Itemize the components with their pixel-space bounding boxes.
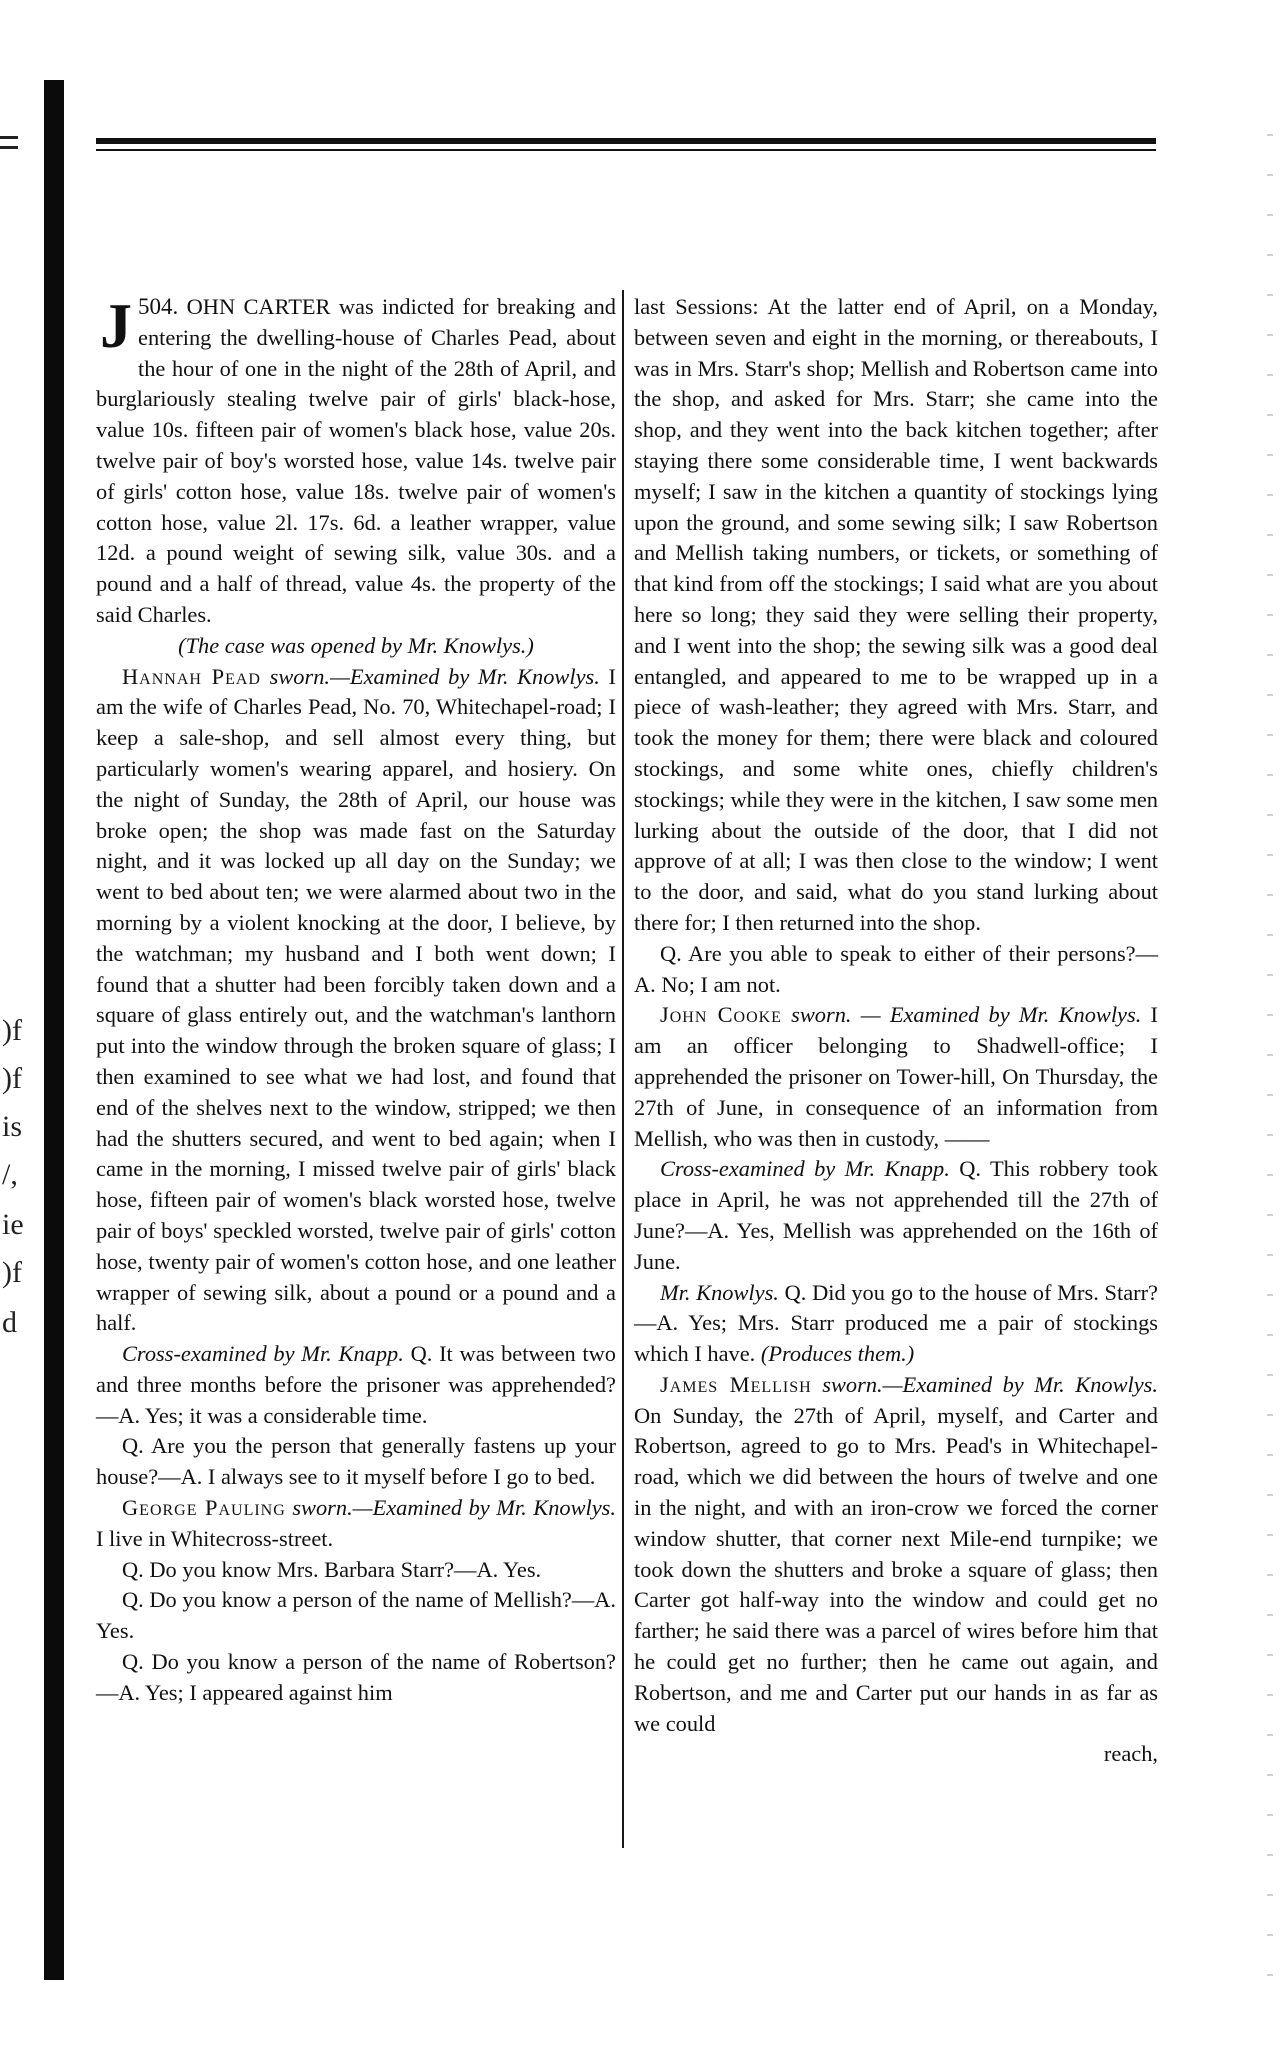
witness-name: James Mellish: [660, 1371, 812, 1397]
examiner-label: Mr. Knowlys.: [660, 1279, 779, 1305]
header-rule-thick: [96, 138, 1156, 144]
question-paragraph: Q. Are you able to speak to either of their persons?—A. No; I am not.: [634, 940, 1158, 997]
witness-name: John Cooke: [660, 1002, 782, 1028]
margin-fragment: )f: [2, 1062, 22, 1095]
cross-label: Cross-examined by Mr. Knapp.: [660, 1156, 950, 1182]
witness-name: George Pauling: [122, 1495, 286, 1521]
margin-fragment: is: [2, 1110, 23, 1143]
testimony-text: I am an officer belonging to Shadwell-office; I apprehended the prisoner on Tower-hill, On Thursday, the 27th of June, in consequence of an information from Mellish, who was then in custody, ——: [634, 1002, 1158, 1151]
header-rule-thin: [96, 149, 1156, 151]
witness-pead-paragraph: [96, 662, 616, 1340]
witness-pauling-paragraph: [96, 1493, 616, 1555]
binding-edge: [44, 80, 64, 1980]
cross-label: Cross-examined by Mr. Knapp.: [122, 1341, 404, 1367]
sworn-note: sworn.—Examined by Mr. Knowlys.: [269, 663, 600, 689]
question-paragraph: Q. Do you know a person of the name of Mellish?—A. Yes.: [96, 1587, 616, 1644]
produces-note: (Produces them.): [760, 1341, 915, 1367]
edge-mark: [0, 146, 18, 149]
right-column: [634, 292, 1158, 1770]
margin-fragment: /,: [2, 1158, 18, 1191]
testimony-text: I live in Whitecross-street.: [96, 1525, 334, 1551]
case-number: 504.: [138, 294, 179, 319]
margin-fragment: )f: [2, 1256, 22, 1289]
sworn-note: sworn.—Examined by Mr. Knowlys.: [292, 1495, 616, 1521]
testimony-text: I am the wife of Charles Pead, No. 70, Whitechapel-road; I keep a sale-shop, and sell almost every thing, but particularly women's wearing apparel, and hosiery. On the night of Sunday, the 28th of April, our house was broke open; the shop was made fast on the Saturday night, and it was locked up all day on the Sunday; we went to bed about ten; we were alarmed about two in the morning by a violent knocking at the door, I believe, by the watchman; my husband and I both went down; I found that a shutter had been forcibly taken down and a square of glass entirely out, and the watchman's lanthorn put into the window through the broken square of glass; I then examined to see what we had lost, and found that end of the shelves next to the window, stripped; we then had the shutters secured, and went to bed again; when I came in the morning, I missed twelve pair of girls' black hose, fifteen pair of women's black worsted hose, twelve pair of boys' speckled worsted, twelve pair of girls' cotton hose, twenty pair of women's cotton hose, and one leather wrapper of sewing silk, about a pound or a pound and a half.: [96, 663, 616, 1336]
question-paragraph: Q. Do you know Mrs. Barbara Starr?—A. Yes.: [122, 1556, 542, 1582]
left-column: [96, 292, 616, 1709]
examination-paragraph: [634, 1278, 1158, 1370]
cross-examination-paragraph: [96, 1339, 616, 1431]
case-opening-paragraph: [96, 292, 616, 631]
margin-fragment: ie: [2, 1208, 24, 1241]
indictment-text: OHN CARTER was indicted for breaking and entering the dwelling-house of Charles Pead, about the hour of one in the night of the 28th of April, and burglariously stealing twelve pair of girls' black-hose, value 10s. fifteen pair of women's black hose, value 20s. twelve pair of boy's worsted hose, value 14s. twelve pair of girls' cotton hose, value 18s. twelve pair of women's cotton hose, value 2l. 17s. 6d. a leather wrapper, value 12d. a pound weight of sewing silk, value 30s. and a pound and a half of thread, value 4s. the property of the said Charles.: [96, 294, 616, 627]
margin-fragment: )f: [2, 1014, 22, 1047]
testimony-text: Q. It was between two and three months before the prisoner was apprehended?—A. Yes; it was a considerable time.: [96, 1341, 617, 1428]
cross-examination-paragraph: [634, 1154, 1158, 1277]
margin-fragment: d: [2, 1306, 17, 1339]
witness-cooke-paragraph: [634, 1000, 1158, 1154]
sworn-note: sworn. — Examined by Mr. Knowlys.: [791, 1002, 1142, 1028]
catchword: reach,: [1103, 1741, 1158, 1767]
sworn-note: sworn.—Examined by Mr. Knowlys.: [822, 1371, 1158, 1397]
drop-cap: J: [100, 290, 132, 361]
testimony-text: Q. Did you go to the house of Mrs. Starr?—A. Yes; Mrs. Starr produced me a pair of stockings which I have.: [634, 1279, 1158, 1367]
scan-edge-noise: [1267, 120, 1273, 2000]
witness-name: Hannah Pead: [122, 663, 261, 689]
question-paragraph: Q. Are you the person that generally fastens up your house?—A. I always see to it myself before I go to bed.: [96, 1433, 616, 1490]
testimony-text: Q. This robbery took place in April, he was not apprehended till the 27th of June?—A. Yes, Mellish was apprehended on the 16th of June.: [634, 1156, 1158, 1274]
case-opened-note: (The case was opened by Mr. Knowlys.): [178, 632, 534, 658]
testimony-text: On Sunday, the 27th of April, myself, and Carter and Robertson, agreed to go to Mrs. Pead's in Whitechapel-road, which we did between the hours of twelve and one in the night, and with an iron-crow we forced the corner window shutter, that corner next Mile-end turnpike; we took down the shutters and broke a square of glass; then Carter got half-way into the window and could get no farther; he said there was a parcel of wires before him that he could get no further; then he came out again, and Robertson, and me and Carter put our hands in as far as we could: [634, 1402, 1158, 1736]
continued-testimony: last Sessions: At the latter end of April, on a Monday, between seven and eight in the morning, or thereabouts, I was in Mrs. Starr's shop; Mellish and Robertson came into the shop, and asked for Mrs. Starr; she came into the shop, and they went into the back kitchen together; after staying there some considerable time, I went backwards myself; I saw in the kitchen a quantity of stockings lying upon the ground, and some sewing silk; I saw Robertson and Mellish taking numbers, or tickets, or something of that kind from off the stockings; I said what are you about here so long; they said they were selling their property, and I went into the shop; the sewing silk was a good deal entangled, and appeared to me to be wrapped up in a piece of wash-leather; they agreed with Mrs. Starr, and took the money for them; there were black and coloured stockings, and some white ones, chiefly children's stockings; while they were in the kitchen, I saw some men lurking about the outside of the door, that I did not approve of at all; I was then close to the window; I went to the door, and said, what do you stand lurking about there for; I then returned into the shop.: [634, 294, 1158, 935]
edge-mark: [0, 136, 18, 139]
witness-mellish-paragraph: [634, 1370, 1158, 1740]
question-paragraph: Q. Do you know a person of the name of Robertson?—A. Yes; I appeared against him: [96, 1649, 616, 1705]
column-divider: [622, 290, 624, 1848]
